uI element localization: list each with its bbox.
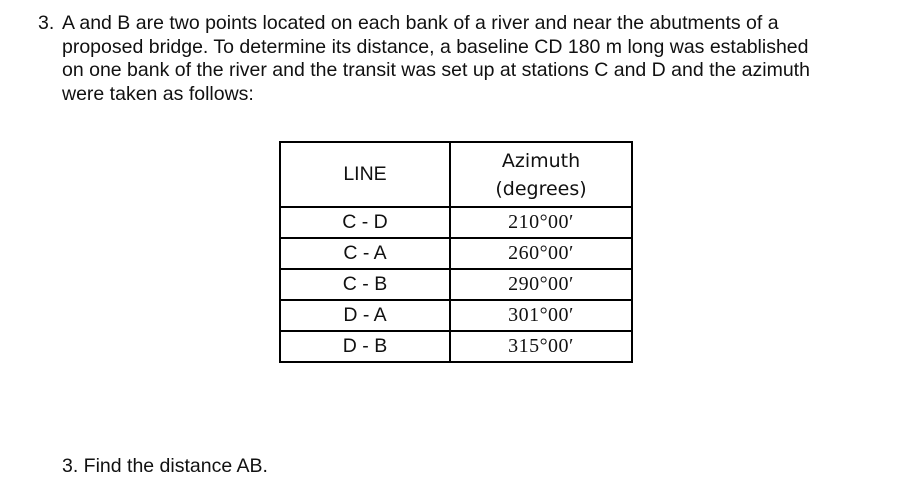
problem-statement — [38, 12, 898, 106]
problem-text-1: A and B are two points located on each bank of a river and near the abutments of a — [62, 12, 779, 34]
problem-line-2: proposed bridge. To determine its distance, a baseline CD 180 m long was established — [62, 35, 809, 58]
problem-line-4: were taken as follows: — [62, 82, 254, 105]
line-cell: C - D — [280, 207, 450, 238]
table-row — [280, 238, 632, 269]
line-cell: C - A — [280, 238, 450, 269]
problem-line-3: on one bank of the river and the transit was set up at stations C and D and the azimuth — [62, 59, 810, 81]
header-azimuth-unit: (degrees) — [495, 177, 587, 200]
header-azimuth-label: Azimuth — [501, 149, 581, 172]
header-azimuth — [450, 142, 632, 207]
azimuth-cell: 210°00′ — [450, 207, 632, 238]
table-row — [280, 300, 632, 331]
azimuth-cell: 315°00′ — [450, 331, 632, 362]
header-line: LINE — [280, 142, 450, 207]
line-cell: D - B — [280, 331, 450, 362]
line-cell: D - A — [280, 300, 450, 331]
problem-number: 3. — [38, 12, 55, 34]
azimuth-cell: 301°00′ — [450, 300, 632, 331]
table-row — [280, 331, 632, 362]
table-header-row — [280, 142, 632, 207]
problem-line-1 — [38, 12, 898, 36]
azimuth-cell: 260°00′ — [450, 238, 632, 269]
question-text: 3. Find the distance AB. — [62, 455, 268, 477]
azimuth-table — [279, 141, 633, 363]
line-cell: C - B — [280, 269, 450, 300]
azimuth-cell: 290°00′ — [450, 269, 632, 300]
table-row — [280, 207, 632, 238]
table-row — [280, 269, 632, 300]
